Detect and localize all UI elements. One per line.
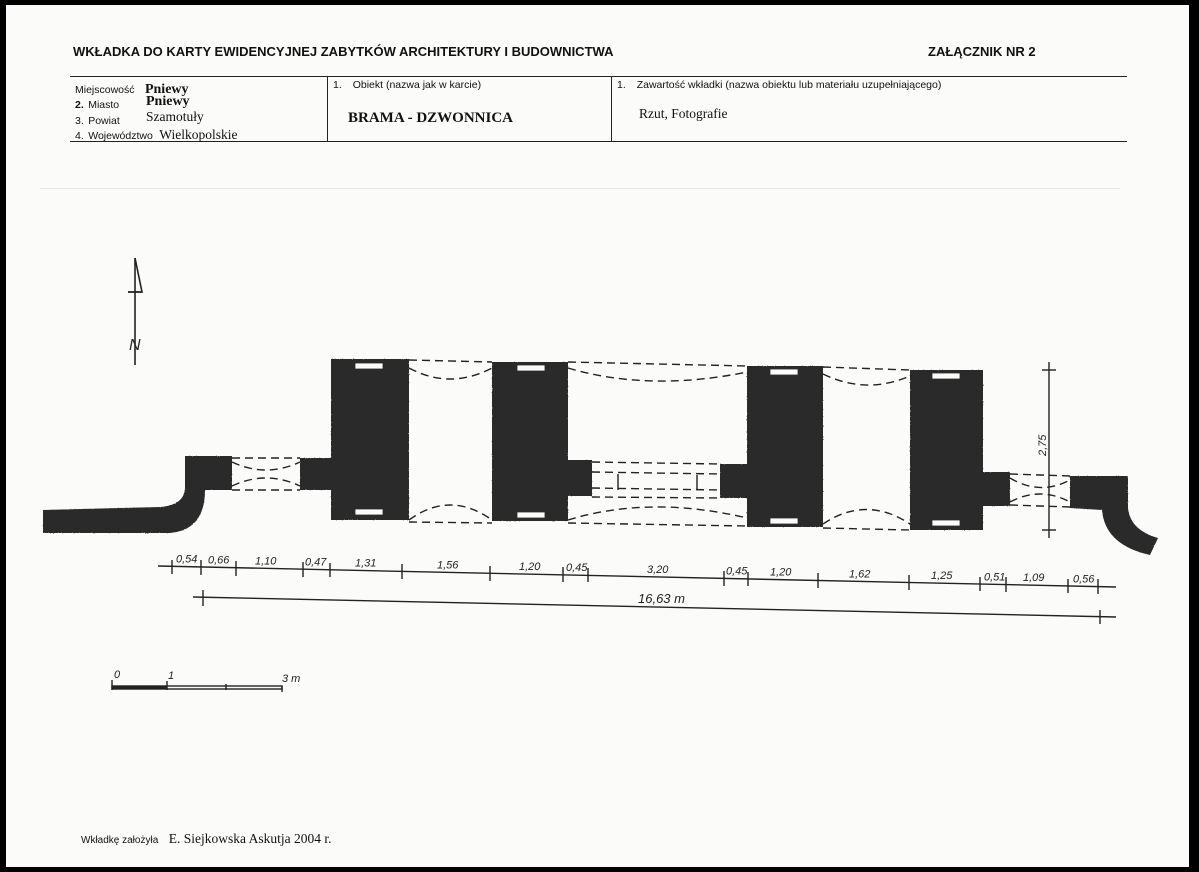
scale-three: 3 m bbox=[282, 673, 301, 685]
voiv-value: Wielkopolskie bbox=[159, 127, 238, 142]
total-length-label: 16,63 m bbox=[638, 591, 685, 606]
wall-segment bbox=[566, 460, 592, 496]
segment-label: 0,54 bbox=[176, 553, 198, 566]
scale-zero: 0 bbox=[114, 669, 121, 681]
plan-walls bbox=[43, 359, 1158, 555]
city-value: Pniewy bbox=[146, 94, 190, 109]
pier-openings bbox=[355, 363, 960, 526]
segment-label: 1,62 bbox=[849, 568, 871, 581]
voiv-label: Województwo bbox=[88, 130, 153, 142]
segment-label: 1,56 bbox=[437, 559, 459, 572]
small-ticks bbox=[618, 474, 697, 490]
scale-one: 1 bbox=[168, 670, 175, 682]
segment-label: 0,51 bbox=[984, 571, 1006, 584]
segment-label: 1,25 bbox=[931, 570, 953, 583]
object-label-text: Obiekt (nazwa jak w karcie) bbox=[352, 79, 482, 91]
object-num: 1. bbox=[333, 79, 342, 91]
document-title: WKŁADKA DO KARTY EWIDENCYJNEJ ZABYTKÓW ARCHITEKTURY I BUDOWNICTWA bbox=[73, 44, 614, 59]
voiv-num: 4. bbox=[75, 130, 84, 142]
annex-number: ZAŁĄCZNIK NR 2 bbox=[928, 44, 1036, 59]
north-label: N bbox=[129, 337, 141, 354]
contents-num: 1. bbox=[617, 79, 626, 91]
footer-value: E. Siejkowska Askutja 2004 r. bbox=[168, 831, 332, 846]
wall-segment bbox=[300, 458, 336, 490]
segment-label: 0,45 bbox=[566, 562, 588, 575]
wall-segment bbox=[720, 464, 750, 498]
right-wall bbox=[1070, 476, 1158, 555]
segment-label: 0,47 bbox=[305, 556, 327, 569]
segment-label: 0,66 bbox=[208, 554, 230, 567]
city-label: Miasto bbox=[88, 99, 120, 111]
segment-label: 1,20 bbox=[770, 566, 792, 579]
contents-value: Rzut, Fotografie bbox=[639, 106, 728, 121]
town-label: Miejscowość bbox=[75, 84, 135, 96]
county-label: Powiat bbox=[88, 115, 120, 127]
segment-label: 1,10 bbox=[255, 555, 277, 568]
town-value: Pniewy bbox=[144, 82, 189, 97]
pier-3 bbox=[747, 366, 823, 527]
contents-label-text: Zawartość wkładki (nazwa obiektu lub materiału uzupełniającego) bbox=[636, 79, 942, 91]
segment-label: 1,09 bbox=[1023, 572, 1045, 585]
segment-label: 1,20 bbox=[519, 561, 541, 574]
height-label: 2,75 bbox=[1037, 434, 1049, 456]
segment-label: 0,56 bbox=[1073, 573, 1095, 586]
county-value: Szamotuły bbox=[146, 109, 204, 124]
footer-label: Wkładkę założyła bbox=[81, 835, 159, 846]
city-num: 2. bbox=[75, 99, 84, 111]
wall-segment bbox=[980, 472, 1010, 506]
footer-author bbox=[81, 830, 331, 848]
pier-1 bbox=[331, 359, 409, 520]
pier-2 bbox=[492, 362, 568, 521]
county-num: 3. bbox=[75, 115, 84, 127]
left-wall bbox=[43, 456, 232, 533]
segment-label: 0,45 bbox=[726, 565, 748, 578]
segment-label: 1,31 bbox=[355, 557, 377, 570]
segment-label: 3,20 bbox=[647, 564, 669, 576]
pier-4 bbox=[910, 370, 983, 530]
object-value: BRAMA - DZWONNICA bbox=[348, 110, 513, 126]
